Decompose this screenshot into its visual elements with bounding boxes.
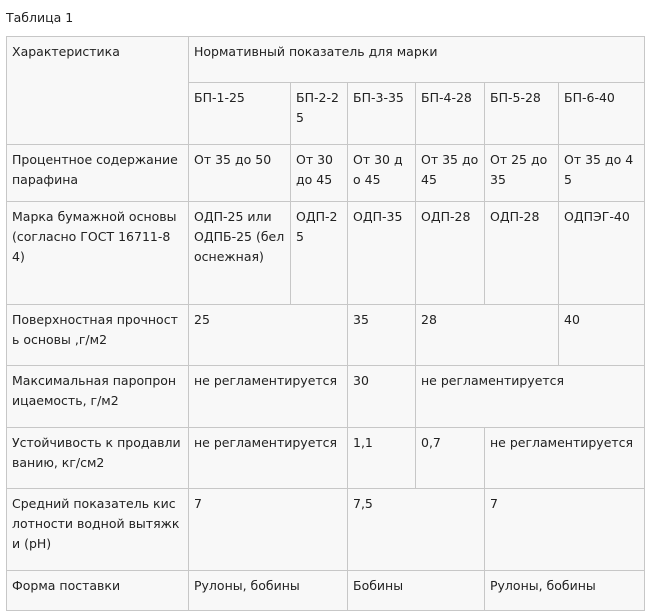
grade-bp-2-25: БП-2-25 — [291, 83, 348, 145]
table-cell: От 35 до 45 — [559, 145, 645, 202]
grade-bp-3-35: БП-3-35 — [348, 83, 416, 145]
table-cell: ОДПЭГ-40 — [559, 202, 645, 305]
row-label-paraffin: Процентное содержание парафина — [7, 145, 189, 202]
table-header-row — [7, 37, 645, 83]
row-label-vapor-permeability: Максимальная паропроницаемость, г/м2 — [7, 366, 189, 428]
table-cell: не регламентируется — [485, 428, 645, 489]
table-cell: От 35 до 50 — [189, 145, 291, 202]
table-cell: Бобины — [348, 571, 485, 611]
table-row — [7, 571, 645, 611]
grade-bp-1-25: БП-1-25 — [189, 83, 291, 145]
table-cell: От 30 до 45 — [291, 145, 348, 202]
table-row — [7, 202, 645, 305]
table-cell: Рулоны, бобины — [189, 571, 348, 611]
table-row — [7, 489, 645, 571]
table-cell: 0,7 — [416, 428, 485, 489]
table-cell: ОДП-25 или ОДПБ-25 (белоснежная) — [189, 202, 291, 305]
grade-bp-6-40: БП-6-40 — [559, 83, 645, 145]
row-label-paper-base: Марка бумажной основы (согласно ГОСТ 16711-84) — [7, 202, 189, 305]
row-label-surface-strength: Поверхностная прочность основы ,г/м2 — [7, 305, 189, 366]
table-cell: ОДП-25 — [291, 202, 348, 305]
table-cell: 25 — [189, 305, 348, 366]
table-cell: 1,1 — [348, 428, 416, 489]
grade-bp-4-28: БП-4-28 — [416, 83, 485, 145]
table-row — [7, 305, 645, 366]
table-row — [7, 428, 645, 489]
table-cell: 30 — [348, 366, 416, 428]
grade-bp-5-28: БП-5-28 — [485, 83, 559, 145]
table-cell: 35 — [348, 305, 416, 366]
header-normative-group: Нормативный показатель для марки — [189, 37, 645, 83]
table-row — [7, 366, 645, 428]
table-cell: ОДП-35 — [348, 202, 416, 305]
table-cell: 40 — [559, 305, 645, 366]
table-row — [7, 145, 645, 202]
row-label-supply-form: Форма поставки — [7, 571, 189, 611]
table-cell: 7 — [189, 489, 348, 571]
table-cell: 7 — [485, 489, 645, 571]
table-cell: От 35 до 45 — [416, 145, 485, 202]
row-label-acidity: Средний показатель кислотности водной вытяжки (pH) — [7, 489, 189, 571]
header-characteristic: Характеристика — [7, 37, 189, 145]
table-cell: не регламентируется — [189, 366, 348, 428]
table-cell: не регламентируется — [189, 428, 348, 489]
table-cell: не регламентируется — [416, 366, 645, 428]
table-cell: От 25 до 35 — [485, 145, 559, 202]
table-cell: ОДП-28 — [416, 202, 485, 305]
table-cell: 28 — [416, 305, 559, 366]
table-cell: 7,5 — [348, 489, 485, 571]
table-cell: От 30 до 45 — [348, 145, 416, 202]
row-label-burst-resistance: Устойчивость к продавливанию, кг/см2 — [7, 428, 189, 489]
table-cell: ОДП-28 — [485, 202, 559, 305]
specification-table — [6, 36, 645, 611]
table-cell: Рулоны, бобины — [485, 571, 645, 611]
table-caption: Таблица 1 — [6, 10, 74, 25]
